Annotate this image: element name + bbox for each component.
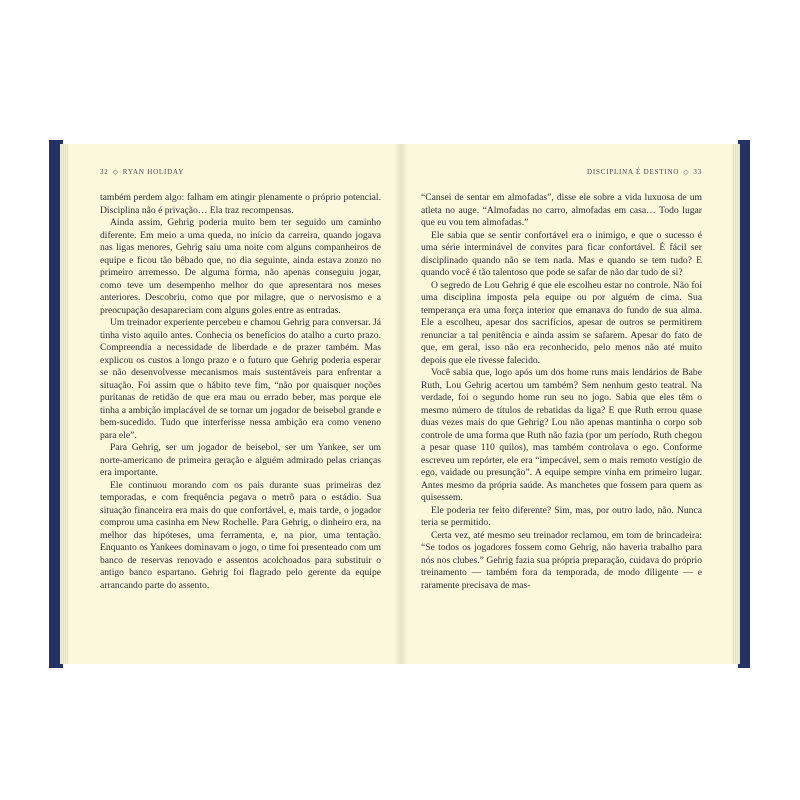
paragraph: “Cansei de sentar em almofadas”, disse ele sobre a vida luxuosa de um atleta no auge. “Almofadas no carro, almofadas em casa… Todo lugar que eu vou tem almofadas.” (421, 192, 702, 228)
right-page-number: 33 (693, 168, 702, 176)
paragraph: Um treinador experiente percebeu e chamou Gehrig para conversar. Já tinha visto aquilo antes. Conhecia os benefícios do atalho a curto prazo. Compreendia a necessidade de liberdade e de prazer também. Mas explicou os custos a longo prazo e o futuro que Gehrig poderia esperar se não desenvolvesse mecanismos mais sustentáveis para enfrentar a situação. Foi assim que o hábito teve fim, “não por quaisquer noções puritanas de retidão de que era mau ou errado beber, mas porque ele tinha a ambição implacável de se tornar um jogador de beisebol grande e bem-sucedido. Tudo que interferisse nessa ambição era como veneno para ele”. (100, 317, 381, 441)
paragraph: Ele sabia que se sentir confortável era o inimigo, e que o sucesso é uma série interminável de convites para ficar confortável. É fácil ser disciplinado quando não se tem nada. Mas e quando se tem tudo? E quando você é tão talentoso que pode se safar de não dar tudo de si? (421, 229, 702, 278)
paragraph: Para Gehrig, ser um jogador de beisebol, ser um Yankee, ser um norte-americano de primeira geração e alguém admirado pelas crianças era importante. (100, 442, 381, 478)
right-page (401, 144, 732, 664)
book-gutter (394, 144, 408, 664)
right-running-head (421, 166, 702, 178)
paragraph: Você sabia que, logo após um dos home runs mais lendários de Babe Ruth, Lou Gehrig acertou um também? Sem nenhum gesto teatral. Na verdade, foi o segundo home run seu no jogo. Sabia que eles têm o mesmo número de títulos de rebatidas da liga? E que Ruth errou quase duas vezes mais do que Gehrig? Lou não apenas mantinha o corpo sob controle de uma forma que Ruth não fazia (por um período, Ruth chegou a pesar quase 110 quilos), mas também controlava o ego. Conforme escreveu um repórter, ele era “impecável, sem o mais remoto vestígio de ego, vaidade ou presunção”. A equipe sempre vinha em primeiro lugar. Antes mesmo da própria saúde. As manchetes que fossem para quem as quisessem. (421, 367, 702, 503)
left-page (68, 144, 401, 664)
paragraph: Ele continuou morando com os pais durante suas primeiras dez temporadas, e com frequência pegava o metrô para o estádio. Sua situação financeira era mais do que confortável, e, mais tarde, o jogador comprou uma casinha em New Rochelle. Para Gehrig, o dinheiro era, na melhor das hipóteses, uma ferramenta, e, na pior, uma tentação. Enquanto os Yankees dominavam o jogo, o time foi presenteado com um banco de reservas renovado e assentos acolchoados para substituir o antigo banco espartano. Gehrig foi flagrado pelo gerente da equipe arrancando parte do assento. (100, 479, 381, 591)
right-page-body (421, 192, 702, 592)
right-running-title: DISCIPLINA É DESTINO (586, 168, 680, 176)
diamond-divider-icon: ◇ (112, 168, 119, 176)
paragraph: Ele poderia ter feito diferente? Sim, mas, por outro lado, não. Nunca teria se permitido. (421, 504, 702, 528)
left-page-body (100, 192, 381, 592)
paragraph: Certa vez, até mesmo seu treinador reclamou, em tom de brincadeira: “Se todos os jogadores fossem como Gehrig, não haveria trabalho para nós nos clubes.” Gehrig fazia sua própria preparação, cuidava do próprio treinamento — também fora da temporada, de modo diligente — e raramente precisava de mas- (421, 529, 702, 591)
left-page-number: 32 (100, 168, 109, 176)
paragraph: O segredo de Lou Gehrig é que ele escolheu estar no controle. Não foi uma disciplina imposta pela equipe ou por alguém de cima. Sua temperança era uma força interior que emanava do fundo de sua alma. Ele a escolheu, apesar dos sacrifícios, apesar de outros se permitirem renunciar a tal penitência e ainda assim se safarem. Apesar do fato de que, em geral, isso não era reconhecido, pelo menos não até muito depois que ele tivesse falecido. (421, 279, 702, 366)
left-running-title: RYAN HOLIDAY (122, 168, 185, 176)
paragraph: também perdem algo: falham em atingir plenamente o próprio potencial. Disciplina não é privação… Ela traz recompensas. (100, 192, 381, 216)
diamond-divider-icon: ◇ (683, 168, 690, 176)
paragraph: Ainda assim, Gehrig poderia muito bem ter seguido um caminho diferente. Em meio a uma queda, no início da carreira, quando jogava nas ligas menores, Gehrig saiu uma noite com alguns companheiros de equipe e ficou tão bêbado que, no dia seguinte, ainda estava zonzo no primeiro arremesso. De alguma forma, não apenas conseguiu jogar, como teve um desempenho melhor do que apresentara nos meses anteriores. Descobriu, como que por milagre, que o nervosismo e a preocupação desapareciam com alguns goles entre as entradas. (100, 217, 381, 316)
left-running-head (100, 166, 381, 178)
